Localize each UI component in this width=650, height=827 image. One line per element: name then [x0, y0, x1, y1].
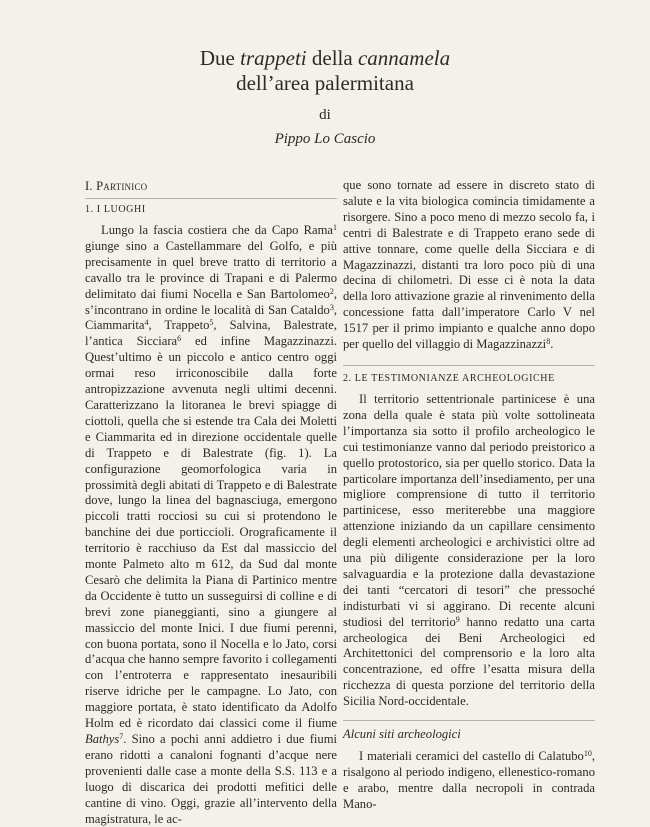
text-run: giunge sino a Castellammare del Golfo, e più precisamente in quel breve tratto di territorio a cavallo tra le province di Trapani e di Palermo delimitato dai fiumi Nocella e San Bartolomeo: [85, 238, 337, 301]
subsection-heading: 2. LE TESTIMONIANZE ARCHEOLOGICHE: [343, 372, 555, 384]
footnote-ref: 3: [329, 302, 334, 312]
article-title-line-2: dell’area palermitana: [236, 71, 414, 95]
italic-term: Bathys: [85, 732, 120, 746]
left-column: [85, 178, 337, 827]
body-paragraph: [343, 749, 595, 813]
text-run: .: [550, 337, 554, 352]
body-paragraph: [343, 178, 595, 353]
footnote-ref: 1: [333, 223, 337, 232]
section-title: Partinico: [96, 179, 148, 193]
text-run: I materiali ceramici del castello di Calatubo: [359, 749, 584, 763]
title-italic-cannamela: cannamela: [357, 46, 451, 70]
footnote-ref: 7: [119, 732, 124, 741]
text-run: , Salvina, Balestrate, l’antica Sicciara: [85, 318, 337, 349]
body-paragraph: [343, 392, 595, 710]
article-header: [0, 46, 650, 149]
text-run: , Ciammarita: [85, 302, 337, 333]
section-rule: [343, 720, 595, 721]
section-rule: [343, 365, 595, 366]
right-column: [343, 178, 595, 813]
text-run: hanno redatto una carta archeologica dei Beni Archeologici ed Architettonici del comprensorio e la loro alta concentrazione, ed offre l’esatta misura della ricchezza di questa porzione del territorio della Sicilia Nord-occidentale.: [343, 614, 595, 709]
article-title-line-1: [0, 46, 650, 71]
footnote-ref: 2: [329, 286, 334, 296]
footnote-ref: 8: [546, 337, 551, 347]
text-run: ed infine Magazzinazzi. Quest’ultimo è un piccolo e antico centro oggi ormai reso irriconoscibile dalla forte antropizzazione avvenuta negli ultimi decenni. Caratterizzano la litoranea le brevi spiagge di ciottoli, quella che si estende tra Cala dei Moletti e Ciammarita ed in direzione occidentale quelle di Trappeto e di Balestrate (fig. 1). La configurazione geomorfologica varia in prossimità degli abitati di Trappeto e di Balestrate dove, lungo la linea del bagnasciuga, emergono piccoli tratti rocciosi su cui si protendono le banchine dei due porticcioli. Orograficamente il territorio è racchiuso da Est dal massiccio del monte Palmeto alto m 612, da Sud dal monte Cesarò che delimita la Piana di Partinico mentre da Occidente è tutto un susseguirsi di colline e di brevi zone pianeggianti, sino a giungere al massiccio del monte Inici. I due fiumi perenni, con buona portata, sono il Nocella e lo Jato, corsi d’acqua che hanno sempre favorito i collegamenti con l’entroterra e rappresentato inesauribili riserve idriche per le campagne. Lo Jato, con maggiore portata, è stato identificato da Adolfo Holm ed è ricordato dai classici come il fiume: [85, 334, 337, 731]
section-heading: [85, 178, 337, 194]
text-run: , Trappeto: [148, 318, 210, 333]
section-number: I.: [85, 179, 97, 193]
body-paragraph: [85, 223, 337, 827]
subsection-heading: 1. I LUOGHI: [85, 204, 146, 215]
text-run: , s’incontrano in ordine le località di San Cataldo: [85, 286, 337, 317]
footnote-ref: 5: [209, 318, 214, 328]
footnote-ref: 9: [455, 614, 460, 624]
footnote-ref: 6: [177, 334, 182, 344]
italic-subheading: Alcuni siti archeologici: [343, 727, 461, 742]
author-preposition: di: [319, 107, 331, 123]
text-run: que sono tornate ad essere in discreto stato di salute e la vita biologica comincia timidamente a risorgere. Sino a poco meno di mezzo secolo fa, i centri di Balestrate e di Trappeto erano sede di attive tonnare, come quelle della Sicciara e di Magazzinazzi, distanti tra loro poco più di una decina di chilometri. Di esse ci è nota la data della loro attivazione grazie al rinvenimento della concessione fatta dall’imperatore Carlo V nel 1517 per il primo impianto e qualche anno dopo per quello del villaggio di Magazzinazzi: [343, 178, 595, 352]
title-italic-trappeti: trappeti: [240, 46, 307, 70]
author-name: Pippo Lo Cascio: [274, 131, 376, 147]
title-text: della: [306, 46, 358, 70]
text-run: . Sino a pochi anni addietro i due fiumi erano ridotti a canaloni fognanti d’acque nere provenienti dalle case a monte della S.S. 113 e a luogo di discarica dei prodotti mefitici delle cantine di vino. Oggi, grazie all’intervento della magistratura, le ac-: [85, 732, 337, 826]
text-run: Il territorio settentrionale partinicese è una zona della quale è stata più volte sottolineata l’importanza sia sotto il profilo archeologico le cui testimonianze vanno dal periodo preistorico a quello protostorico, sia per quello storico. Data la particolare importanza dell’insediamento, per una migliore comprensione di tutto il territorio partinicese, esso meriterebbe una maggiore attenzione iniziando da un capillare censimento degli elementi archeologici e archivistici oltre ad una più diligente considerazione per la loro salvaguardia e la protezione dalla devastazione dei tanti “cercatori di tesori” che pressoché indisturbati vi si aggirano. Di recente alcuni studiosi del territorio: [343, 391, 595, 629]
footnote-ref: 10: [583, 749, 592, 758]
footnote-ref: 4: [144, 318, 149, 328]
text-run: , risalgono al periodo indigeno, ellenestico-romano e arabo, mentre dalla necropoli in contrada Mano-: [343, 749, 595, 811]
text-run: Lungo la fascia costiera che da Capo Rama: [101, 223, 333, 237]
title-text: Due: [199, 46, 241, 70]
section-rule: [85, 198, 337, 199]
